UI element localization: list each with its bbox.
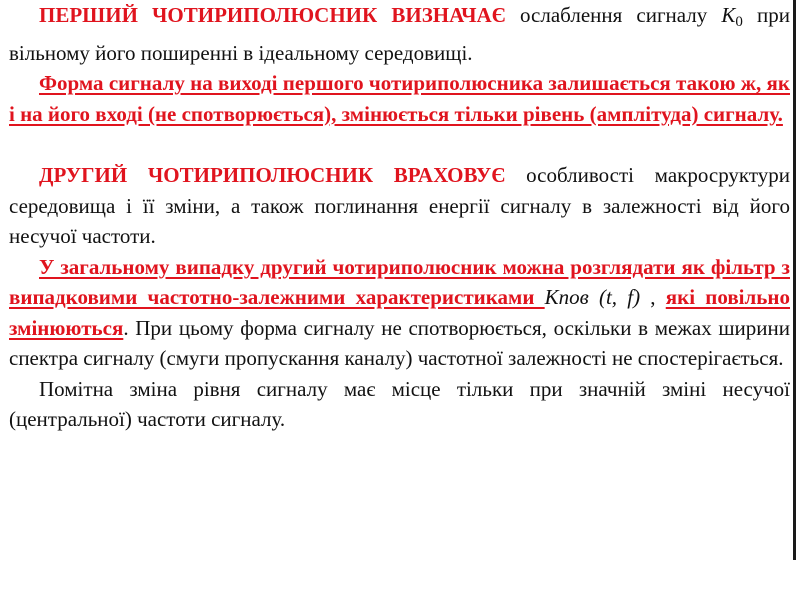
paragraph-signal-form-unchanged: Форма сигналу на виході першого чотириполюсника залишається такою ж, як і на його вході (не спотворюється), змінюється тільки рівень (амплітуда) сигналу. [9,71,790,126]
paragraph-second-quadripole [9,160,790,252]
k0-symbol [721,3,743,30]
first-quadripole-heading: ПЕРШИЙ ЧОТИРИПОЛЮСНИК ВИЗНАЧАЄ [39,3,506,27]
kpov-symbol: Kпов (t, f) [544,285,641,309]
filter-description-text: . При цьому форма сигналу не спотворюється, оскільки в межах ширини спектра сигналу (смуги пропускання каналу) частотної залежності не спостерігається. [9,315,790,370]
paragraph-first-quadripole [9,0,790,68]
second-quadripole-heading: ДРУГИЙ ЧОТИРИПОЛЮСНИК ВРАХОВУЄ [39,163,506,187]
first-quadripole-text-a: ослаблення сигналу [505,3,722,27]
k-symbol-subscript: 0 [735,14,743,30]
paragraph-spacer [9,129,790,160]
paragraph-filter-description [9,252,790,374]
vertical-divider [793,0,796,560]
slide-text-body [9,0,790,435]
kpov-separator: , [640,285,666,309]
filter-description-red-b: які повільно змінюються [9,285,790,340]
first-quadripole-text-b: при вільному його поширенні в ідеальному середовищі. [9,3,791,65]
filter-description-red-a: У загальному випадку другий чотириполюсник можна розглядати як фільтр з випадковими частотно-залежними характеристиками [9,254,790,309]
paragraph-level-change: Помітна зміна рівня сигналу має місце тільки при значній зміні несучої (центральної) частоти сигналу. [9,376,790,431]
second-quadripole-text: особливості макросруктури середовища і її зміни, а також поглинання енергії сигналу в залежності від його несучої частоти. [9,163,790,248]
k-symbol-letter: K [721,3,736,27]
